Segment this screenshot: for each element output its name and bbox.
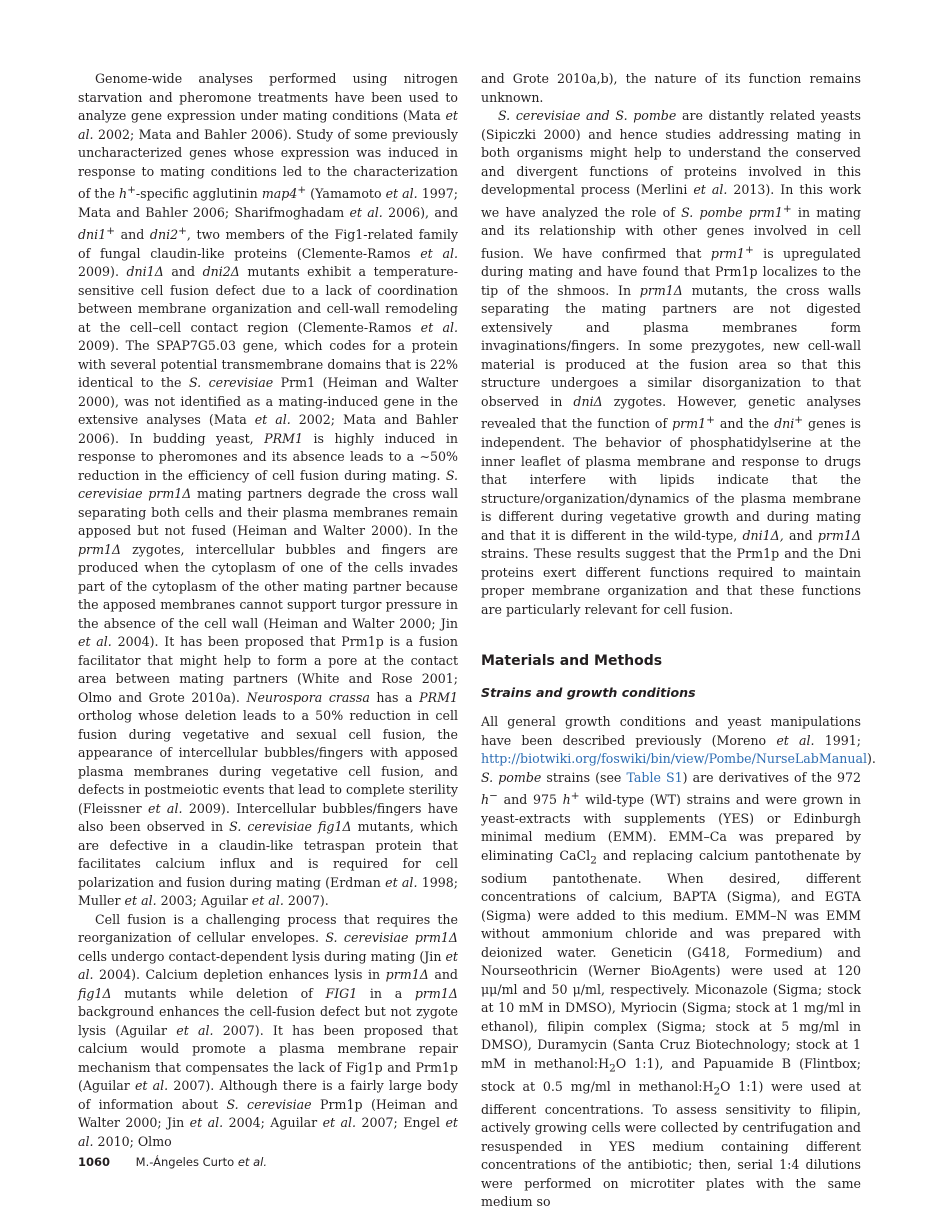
page-number: 1060 [78,1155,111,1169]
paragraph: S. cerevisiae and S. pombe are distantly related yeasts (Sipiczki 2000) and hence studies addressing mating in both organisms might help to understand the conserved and divergent functions of proteins involved in this developmental process (Merlini et al. 2013). In this work we have analyzed the role of S. pombe prm1+ in mating and its relationship with other genes involved in cell fusion. We have confirmed that prm1+ is upregulated during mating and have found that Prm1p localizes to the tip of the shmoos. In prm1Δ mutants, the cross walls separating the mating partners are not digested extensively and plasma membranes form invaginations/fingers. In some prezygotes, new cell-wall material is produced at the fusion area so that this structure undergoes a similar disorganization to that observed in dniΔ zygotes. However, genetic analyses revealed that the function of prm1+ and the dni+ genes is independent. The behavior of phosphatidylserine at the inner leaflet of plasma membrane and response to drugs that interfere with lipids indicate that the structure/organization/dynamics of the plasma membrane is different during vegetative growth and during mating and that it is different in the wild-type, dni1Δ, and prm1Δ strains. These results suggest that the Prm1p and the Dni proteins exert different functions required to maintain proper membrane organization and that these functions are particularly relevant for cell fusion. [481,108,861,617]
running-author-etal: et al. [237,1155,267,1169]
table-s1-link[interactable]: Table S1 [626,769,683,785]
paragraph: Cell fusion is a challenging process that requires the reorganization of cellular envelopes. S. cerevisiae prm1Δ cells undergo contact-dependent lysis during mating (Jin et al. 2004). Calcium depletion enhances lysis in prm1Δ and fig1Δ mutants while deletion of FIG1 in a prm1Δ background enhances the cell-fusion defect but not zygote lysis (Aguilar et al. 2007). It has been proposed that calcium would promote a plasma membrane repair mechanism that compensates the lack of Fig1p and Prm1p (Aguilar et al. 2007). Although there is a fairly large body of information about S. cerevisiae Prm1p (Heiman and Walter 2000; Jin et al. 2004; Aguilar et al. 2007; Engel et al. 2010; Olmo [78,911,458,1149]
paragraph: and Grote 2010a,b), the nature of its function remains unknown. [481,71,861,105]
page-footer [78,1155,267,1169]
running-author-name: M.-Ángeles Curto [135,1155,235,1169]
paragraph: Genome-wide analyses performed using nitrogen starvation and pheromone treatments have been used to analyze gene expression under mating conditions (Mata et al. 2002; Mata and Bahler 2006). Study of some previously uncharacterized genes whose expression was induced in response to mating conditions led to the characterization of the h+-specific agglutinin map4+ (Yamamoto et al. 1997; Mata and Bahler 2006; Sharifmoghadam et al. 2006), and dni1+ and dni2+, two members of the Fig1-related family of fungal claudin-like proteins (Clemente-Ramos et al. 2009). dni1Δ and dni2Δ mutants exhibit a temperature-sensitive cell fusion defect due to a lack of coordination between membrane organization and cell-wall remodeling at the cell–cell contact region (Clemente-Ramos et al. 2009). The SPAP7G5.03 gene, which codes for a protein with several potential transmembrane domains that is 22% identical to the S. cerevisiae Prm1 (Heiman and Walter 2000), was not identified as a mating-induced gene in the extensive analyses (Mata et al. 2002; Mata and Bahler 2006). In budding yeast, PRM1 is highly induced in response to pheromones and its absence leads to a ∼50% reduction in the efficiency of cell fusion during mating. S. cerevisiae prm1Δ mating partners degrade the cross wall separating both cells and their plasma membranes remain apposed but not fused (Heiman and Walter 2000). In the prm1Δ zygotes, intercellular bubbles and fingers are produced when the cytoplasm of one of the cells invades part of the cytoplasm of the other mating partner because the apposed membranes cannot support turgor pressure in the absence of the cell wall (Heiman and Walter 2000; Jin et al. 2004). It has been proposed that Prm1p is a fusion facilitator that might help to form a pore at the contact area between mating partners (White and Rose 2001; Olmo and Grote 2010a). Neurospora crassa has a PRM1 ortholog whose deletion leads to a 50% reduction in cell fusion during vegetative and sexual cell fusion, the appearance of intercellular bubbles/fingers with apposed plasma membranes during vegetative cell fusion, and defects in postmeiotic events that lead to complete sterility (Fleissner et al. 2009). Intercellular bubbles/fingers have also been observed in S. cerevisiae fig1Δ mutants, which are defective in a claudin-like tetraspan protein that facilitates calcium influx and is required for cell polarization and fusion during mating (Erdman et al. 1998; Muller et al. 2003; Aguilar et al. 2007). [78,71,459,909]
right-column [481,70,876,1212]
nurse-lab-manual-link[interactable]: http://biotwiki.org/foswiki/bin/view/Pombe/NurseLabManual [481,751,868,767]
paragraph: All general growth conditions and yeast manipulations have been described previously (Moreno et al. 1991; http://biotwiki.org/foswiki/bin/view/Pombe/NurseLabManual). S. pombe strains (see Table S1) are derivatives of the 972 h− and 975 h+ wild-type (WT) strains and were grown in yeast-extracts with supplements (YES) or Edinburgh minimal medium (EMM). EMM–Ca was prepared by eliminating CaCl$_2$ and replacing calcium pantothenate by sodium pantothenate. When desired, different concentrations of calcium, BAPTA (Sigma), and EGTA (Sigma) were added to this medium. EMM–N was EMM without ammonium chloride and was prepared with deionized water. Geneticin (G418, Formedium) and Nourseothricin (Werner BioAgents) were used at 120 μμ/ml and 50 μ/ml, respectively. Miconazole (Sigma; stock at 10 mM in DMSO), Myriocin (Sigma; stock at 1 mg/ml in ethanol), filipin complex (Sigma; stock at 5 mg/ml in DMSO), Duramycin (Santa Cruz Biotechnology; stock at 1 mM in $methanol:H_2O$ 1:1), and Papuamide B (Flintbox; stock at 0.5 mg/ml in $methanol:H_2O$ 1:1) were used at different concentrations. To assess sensitivity to filipin, actively growing cells were collected by centrifugation and resuspended in YES medium containing different concentrations of the antibiotic; then, serial 1:4 dilutions were performed on microtiter plates with the same medium so [481,714,876,1210]
running-author [136,1155,267,1169]
left-column [78,70,458,1151]
section-heading: Materials and Methods [481,653,663,670]
subsection-heading: Strains and growth conditions [481,685,696,701]
